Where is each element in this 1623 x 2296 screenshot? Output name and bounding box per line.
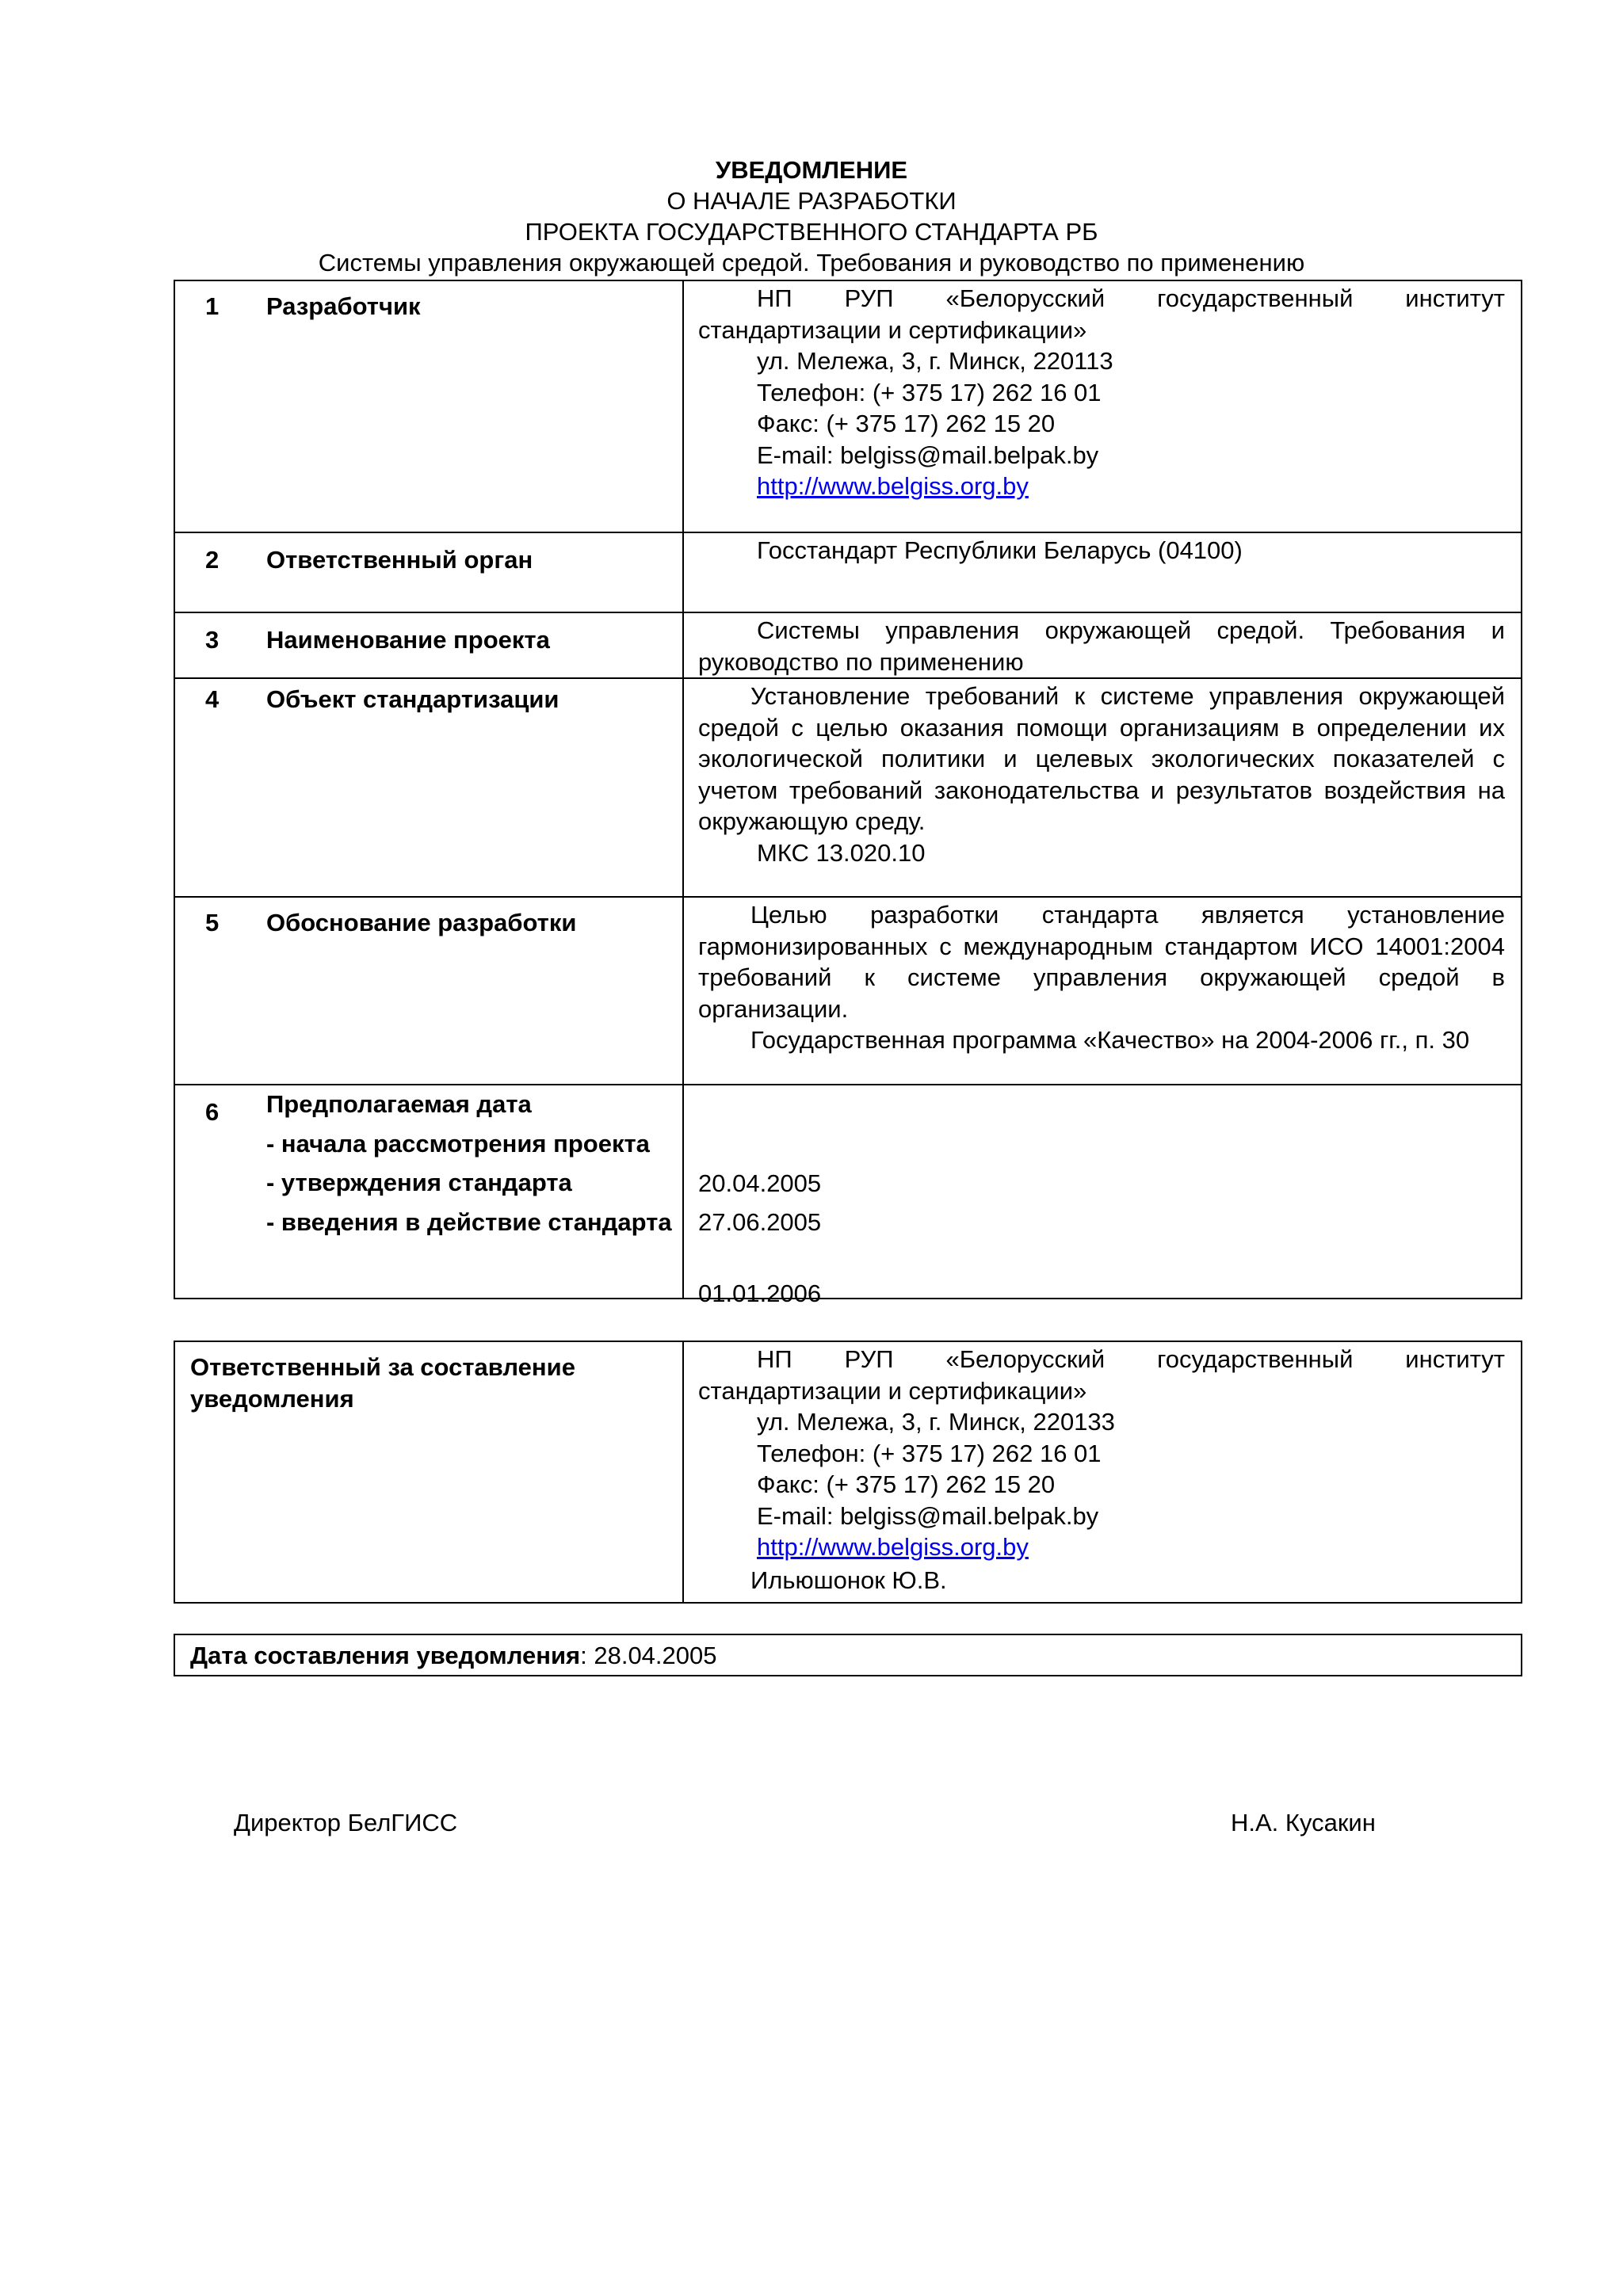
compilation-date-box <box>174 1634 1522 1676</box>
row-label-standardization-object: Объект стандартизации <box>266 685 559 713</box>
responsible-body-value: Госстандарт Республики Беларусь (04100) <box>757 536 1243 564</box>
standardization-object-value: Установление требований к системе управления окружающей средой с целью оказания помощи организациям в определении их экологической политики и целевых экологических показателей с учетом требований законодательства и результатов воздействия на окружающую среду. <box>698 682 1505 835</box>
table-row <box>174 1634 1522 1676</box>
responsible-address: ул. Мележа, 3, г. Минск, 220133 <box>757 1408 1115 1436</box>
notice-table <box>174 280 1522 1307</box>
developer-phone: Телефон: (+ 375 17) 262 16 01 <box>757 378 1102 406</box>
row-number: 3 <box>205 626 220 654</box>
notice-subtitle: О НАЧАЛЕ РАЗРАБОТКИ <box>666 187 957 215</box>
date-label-effective: - введения в действие стандарта <box>266 1207 672 1236</box>
date-review-start: 20.04.2005 <box>698 1169 822 1197</box>
developer-address: ул. Мележа, 3, г. Минск, 220113 <box>757 347 1113 375</box>
responsible-org: НП РУП «Белорусский государственный институт стандартизации и сертификации» <box>698 1345 1505 1405</box>
project-name-value: Системы управления окружающей средой. Требования и руководство по применению <box>698 616 1505 676</box>
developer-org: НП РУП «Белорусский государственный институт стандартизации и сертификации» <box>698 284 1505 344</box>
notice-standard-name: Системы управления окружающей средой. Требования и руководство по применению <box>318 249 1305 277</box>
row-number: 2 <box>205 546 220 574</box>
date-effective: 01.01.2006 <box>698 1280 822 1307</box>
row-label-developer: Разработчик <box>266 292 421 320</box>
row-label-responsible-body: Ответственный орган <box>266 546 533 574</box>
table-row <box>174 1085 1522 1299</box>
compilation-date-value: : 28.04.2005 <box>580 1642 717 1669</box>
notice-title: УВЕДОМЛЕНИЕ <box>715 156 908 184</box>
responsible-phone: Телефон: (+ 375 17) 262 16 01 <box>757 1439 1102 1467</box>
developer-website-link[interactable]: http://www.belgiss.org.by <box>757 472 1029 500</box>
signature-name: Н.А. Кусакин <box>1231 1809 1376 1836</box>
date-approval: 27.06.2005 <box>698 1208 822 1236</box>
date-label-approval: - утверждения стандарта <box>266 1169 572 1196</box>
table-row <box>174 532 1522 612</box>
table-row <box>174 280 1522 532</box>
row-label-rationale: Обоснование разработки <box>266 909 577 936</box>
date-label-review-start: - начала рассмотрения проекта <box>266 1129 650 1158</box>
row-number: 5 <box>205 909 220 936</box>
table-row <box>174 678 1522 897</box>
rationale-program: Государственная программа «Качество» на 2004-2006 гг., п. 30 <box>750 1026 1470 1054</box>
row-number: 4 <box>205 685 220 713</box>
responsible-person-name: Ильюшонок Ю.В. <box>750 1566 947 1594</box>
developer-email: E-mail: belgiss@mail.belpak.by <box>757 441 1099 469</box>
row-label-expected-date: Предполагаемая дата <box>266 1090 532 1118</box>
row-number: 1 <box>205 292 220 320</box>
responsible-label: Ответственный за составление уведомления <box>190 1353 575 1413</box>
responsible-fax: Факс: (+ 375 17) 262 15 20 <box>757 1470 1056 1498</box>
row-number: 6 <box>205 1098 220 1126</box>
row-label-project-name: Наименование проекта <box>266 626 550 654</box>
notice-standard-type: ПРОЕКТА ГОСУДАРСТВЕННОГО СТАНДАРТА РБ <box>525 218 1098 246</box>
table-row <box>174 897 1522 1085</box>
table-row <box>174 612 1522 678</box>
rationale-value: Целью разработки стандарта является установление гармонизированных с международным стандартом ИСО 14001:2004 требований к системе управления окружающей средой в организации. <box>698 901 1505 1023</box>
responsible-person-table <box>174 1341 1522 1604</box>
developer-fax: Факс: (+ 375 17) 262 15 20 <box>757 410 1056 437</box>
responsible-website-link[interactable]: http://www.belgiss.org.by <box>757 1533 1029 1561</box>
compilation-date-label: Дата составления уведомления <box>190 1642 581 1669</box>
responsible-email: E-mail: belgiss@mail.belpak.by <box>757 1501 1099 1530</box>
signature-position: Директор БелГИСС <box>234 1809 458 1836</box>
mks-code: МКС 13.020.10 <box>757 838 926 867</box>
table-row <box>174 1341 1522 1603</box>
